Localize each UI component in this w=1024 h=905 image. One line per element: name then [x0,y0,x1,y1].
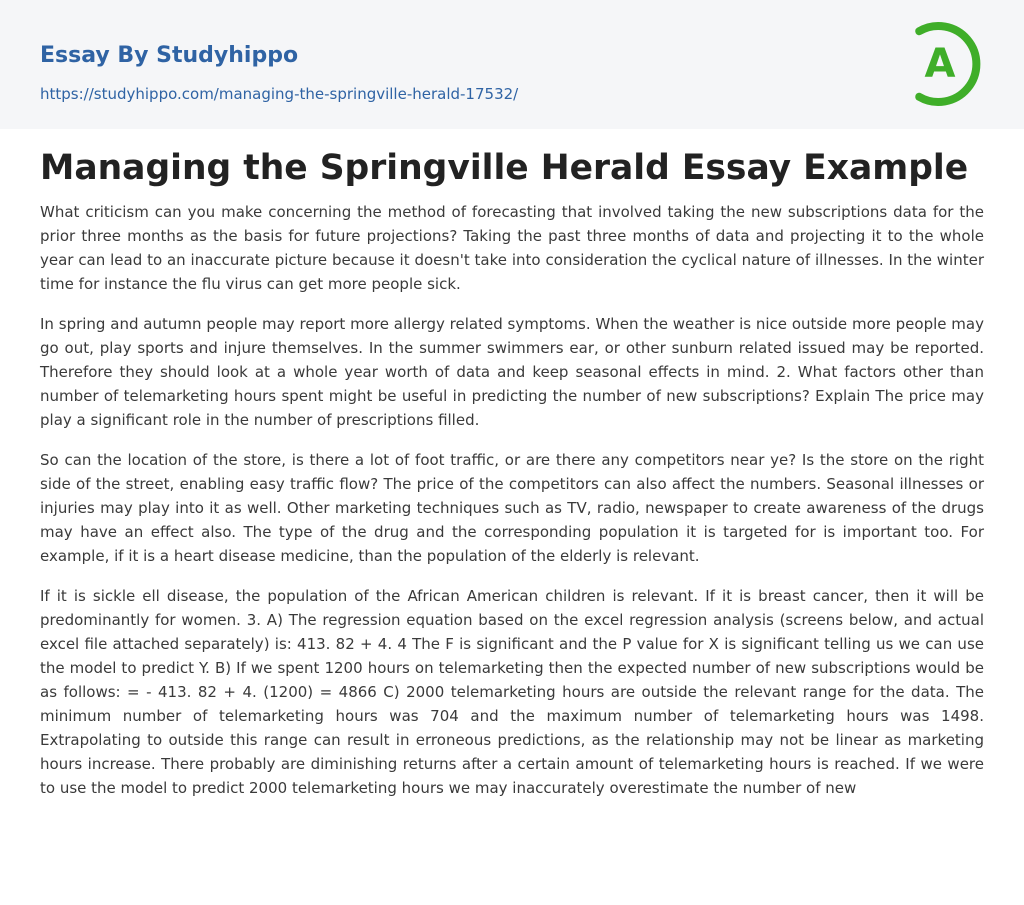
studyhippo-logo[interactable] [896,18,988,110]
brand-title[interactable]: Essay By Studyhippo [40,43,299,68]
essay-paragraph: In spring and autumn people may report more allergy related symptoms. When the weather is nice outside more people may go out, play sports and injure themselves. In the summer swimmers ear, or other sunburn related issued may be reported. Therefore they should look at a whole year worth of data and keep seasonal effects in mind. 2. What factors other than number of telemarketing hours spent might be useful in predicting the number of new subscriptions? Explain The price may play a significant role in the number of prescriptions filled. [40,315,984,429]
essay-paragraph: So can the location of the store, is there a lot of foot traffic, or are there any competitors near ye? Is the store on the right side of the street, enabling easy traffic flow? The price of the competitors can also affect the numbers. Seasonal illnesses or injuries may play into it as well. Other marketing techniques such as TV, radio, newspaper to create awareness of the drugs may have an effect also. The type of the drug and the corresponding population it is targeted for is important too. For example, if it is a heart disease medicine, than the population of the elderly is relevant. [40,451,984,565]
essay-body [40,200,984,816]
site-header [0,0,1024,129]
logo-icon [896,18,988,110]
essay-paragraph: What criticism can you make concerning the method of forecasting that involved taking the new subscriptions data for the prior three months as the basis for future projections? Taking the past three months of data and projecting it to the whole year can lead to an inaccurate picture because it doesn't take into consideration the cyclical nature of illnesses. In the winter time for instance the flu virus can get more people sick. [40,203,984,293]
essay-url-link[interactable]: https://studyhippo.com/managing-the-springville-herald-17532/ [40,85,519,103]
page-title: Managing the Springville Herald Essay Example [40,148,969,188]
essay-paragraph: If it is sickle ell disease, the population of the African American children is relevant. If it is breast cancer, then it will be predominantly for women. 3. A) The regression equation based on the excel regression analysis (screens below, and actual excel file attached separately) is: 413. 82 + 4. 4 The F is significant and the P value for X is significant telling us we can use the model to predict Y. B) If we spent 1200 hours on telemarketing then the expected number of new subscriptions would be as follows: = - 413. 82 + 4. (1200) = 4866 C) 2000 telemarketing hours are outside the relevant range for the data. The minimum number of telemarketing hours was 704 and the maximum number of telemarketing hours was 1498. Extrapolating to outside this range can result in erroneous predictions, as the relationship may not be linear as marketing hours increase. There probably are diminishing returns after a certain amount of telemarketing hours is reached. If we were to use the model to predict 2000 telemarketing hours we may inaccurately overestimate the number of new [40,587,984,797]
logo-letter: A [924,41,956,87]
